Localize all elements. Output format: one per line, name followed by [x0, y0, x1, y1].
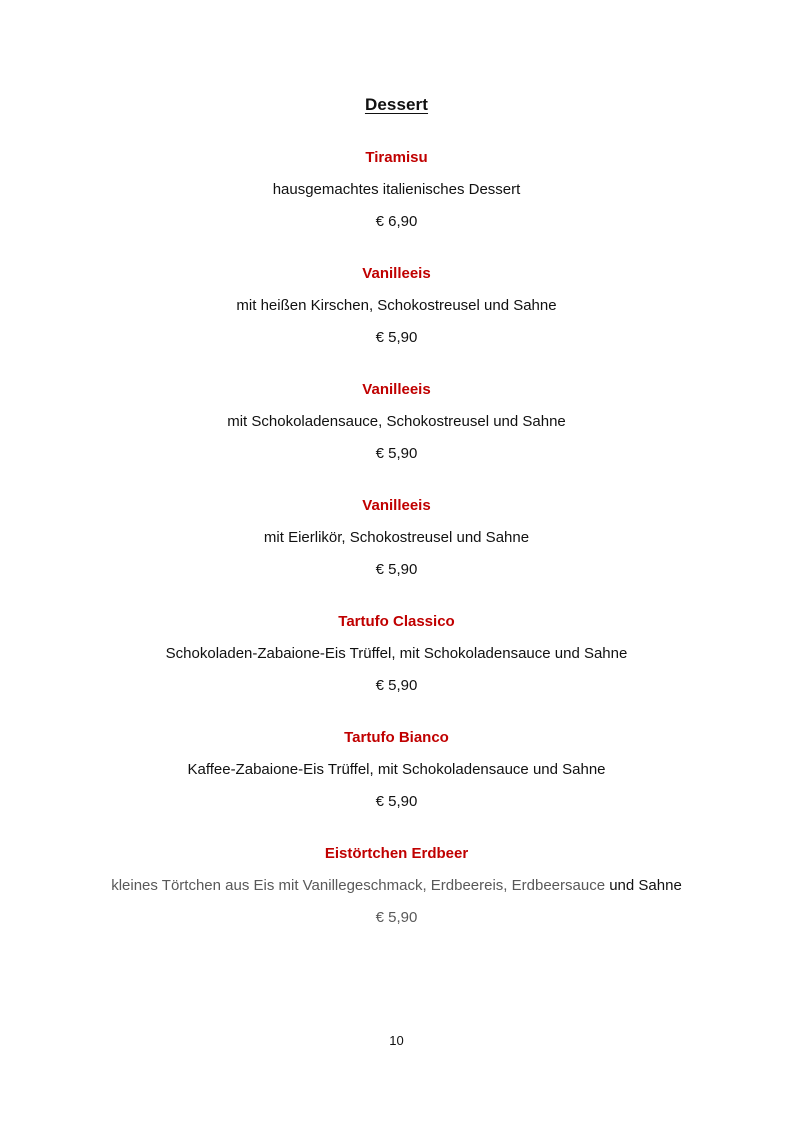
menu-item	[0, 728, 793, 812]
menu-item	[0, 612, 793, 696]
menu-item-description: hausgemachtes italienisches Dessert	[272, 181, 521, 198]
menu-item-description: Kaffee-Zabaione-Eis Trüffel, mit Schokoladensauce und Sahne	[187, 761, 606, 778]
menu-item-price: € 5,90	[375, 561, 418, 578]
menu-item	[0, 496, 793, 580]
menu-item-description-tail: und Sahne	[609, 877, 682, 894]
menu-item-price: € 5,90	[375, 909, 418, 926]
page-title: Dessert	[364, 95, 429, 114]
page-number: 10	[389, 1033, 404, 1048]
menu-item-price: € 6,90	[375, 213, 418, 230]
menu-item-price: € 5,90	[375, 677, 418, 694]
menu-item-description-main: kleines Törtchen aus Eis mit Vanillegeschmack, Erdbeereis, Erdbeersauce	[111, 877, 606, 894]
menu-item-name: Tartufo Classico	[338, 613, 455, 630]
menu-item-price: € 5,90	[375, 793, 418, 810]
menu-item-description: mit Eierlikör, Schokostreusel und Sahne	[263, 529, 530, 546]
menu-item	[0, 264, 793, 348]
menu-item-name: Eistörtchen Erdbeer	[324, 845, 469, 862]
menu-item-description: mit Schokoladensauce, Schokostreusel und Sahne	[227, 413, 566, 430]
menu-item-description	[0, 876, 793, 896]
menu-item-name: Tiramisu	[365, 149, 428, 166]
menu-item-price: € 5,90	[375, 445, 418, 462]
menu-item-name: Vanilleeis	[362, 265, 431, 282]
menu-item	[0, 380, 793, 464]
menu-item-description: mit heißen Kirschen, Schokostreusel und Sahne	[236, 297, 557, 314]
menu-item-price: € 5,90	[375, 329, 418, 346]
menu-item	[0, 148, 793, 232]
menu-item-name: Vanilleeis	[362, 497, 431, 514]
menu-item-description: Schokoladen-Zabaione-Eis Trüffel, mit Schokoladensauce und Sahne	[165, 645, 628, 662]
menu-item-name: Vanilleeis	[362, 381, 431, 398]
menu-item-name: Tartufo Bianco	[344, 729, 449, 746]
menu-item	[0, 844, 793, 928]
